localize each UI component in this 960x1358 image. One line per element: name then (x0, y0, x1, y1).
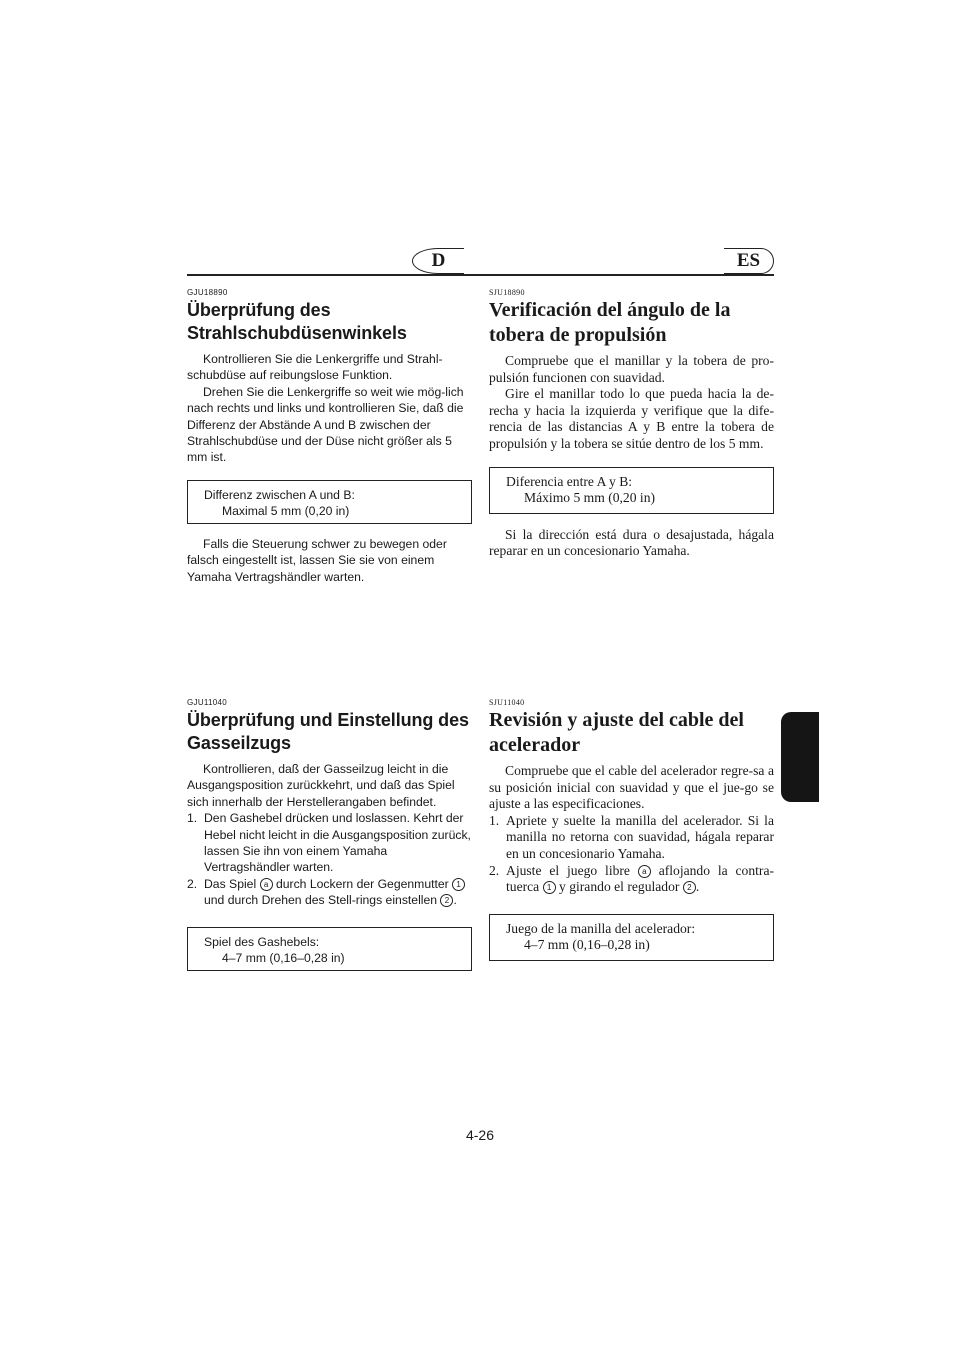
list-item: 2. Ajuste el juego libre a aflojando la contra-tuerca 1 y girando el regulador 2 . (489, 862, 775, 895)
section-code: SJU11040 (489, 698, 525, 707)
section-heading: Überprüfung des Strahlschubdüsenwinkels (187, 300, 407, 343)
list-item: 2. Das Spiel a durch Lockern der Gegenmutter 1 und durch Drehen des Stell-rings einstellen 2 . (187, 876, 472, 909)
callout-2-icon: 2 (683, 881, 696, 894)
section-es-throttle-cable (489, 698, 774, 961)
list-item: 1. Apriete y suelte la manilla del acelerador. Si la manilla no retorna con suavidad, hágala reparar en un concesionario Yamaha. (489, 812, 774, 861)
paragraph: Compruebe que el cable del acelerador regre-sa a su posición inicial con suavidad y que el jue-go se ajuste a las especificaciones. (489, 763, 774, 812)
section-code: GJU18890 (187, 288, 228, 297)
header-rule (187, 274, 774, 276)
section-es-nozzle-angle (489, 288, 774, 560)
chapter-thumb-tab (781, 712, 819, 802)
paragraph: Kontrollieren Sie die Lenkergriffe und Strahl-schubdüse auf reibungslose Funktion. (187, 352, 443, 383)
paragraph: Compruebe que el manillar y la tobera de pro-pulsión funcionen con suavidad. (489, 353, 774, 385)
section-de-nozzle-angle (187, 288, 472, 585)
paragraph: Si la dirección está dura o desajustada, hágala reparar en un concesionario Yamaha. (489, 526, 774, 559)
callout-1-icon: 1 (452, 878, 465, 891)
section-de-throttle-cable (187, 698, 472, 971)
callout-2-icon: 2 (440, 894, 453, 907)
callout-1-icon: 1 (543, 881, 556, 894)
paragraph: Drehen Sie die Lenkergriffe so weit wie mög-lich nach rechts und links und kontrollieren Sie, daß die Differenz der Abstände A und B zwischen der Strahlschubdüse und der Düse nicht größer als 5 mm ist. (187, 384, 464, 465)
section-heading: Revisión y ajuste del cable del acelerador (489, 709, 744, 756)
page-number: 4-26 (465, 1127, 495, 1143)
list-item: 1. Den Gashebel drücken und loslassen. Kehrt der Hebel nicht leicht in die Ausgangsposition zurück, lassen Sie ihn von einem Yamaha Vertragshändler warten. (187, 811, 471, 875)
language-badge-es: ES (724, 248, 774, 274)
section-code: GJU11040 (187, 698, 228, 707)
paragraph: Gire el manillar todo lo que pueda hacia la de-recha y hacia la izquierda y verifique que la dife-rencia de las distancias A y B entre la tobera de propulsión y la tobera se sitúe dentro de los 5 mm. (489, 386, 774, 451)
paragraph: Falls die Steuerung schwer zu bewegen oder falsch eingestellt ist, lassen Sie sie von einem Yamaha Vertragshändler warten. (187, 536, 447, 584)
spec-box: Spiel des Gashebels: 4–7 mm (0,16–0,28 in) (187, 927, 472, 971)
spec-box: Diferencia entre A y B: Máximo 5 mm (0,20 in) (489, 467, 774, 514)
section-heading: Verificación del ángulo de la tobera de propulsión (489, 299, 731, 346)
spec-box: Juego de la manilla del acelerador: 4–7 mm (0,16–0,28 in) (489, 914, 774, 961)
callout-a-icon: a (260, 878, 273, 891)
callout-a-icon: a (638, 865, 651, 878)
section-heading: Überprüfung und Einstellung des Gasseilzugs (187, 710, 469, 753)
language-badge-d: D (412, 248, 464, 274)
paragraph: Kontrollieren, daß der Gasseilzug leicht in die Ausgangsposition zurückkehrt, und daß das Spiel sich innerhalb der Herstellerangaben befindet. (187, 762, 455, 809)
section-code: SJU18890 (489, 288, 525, 297)
spec-box: Differenz zwischen A und B: Maximal 5 mm (0,20 in) (187, 480, 472, 524)
